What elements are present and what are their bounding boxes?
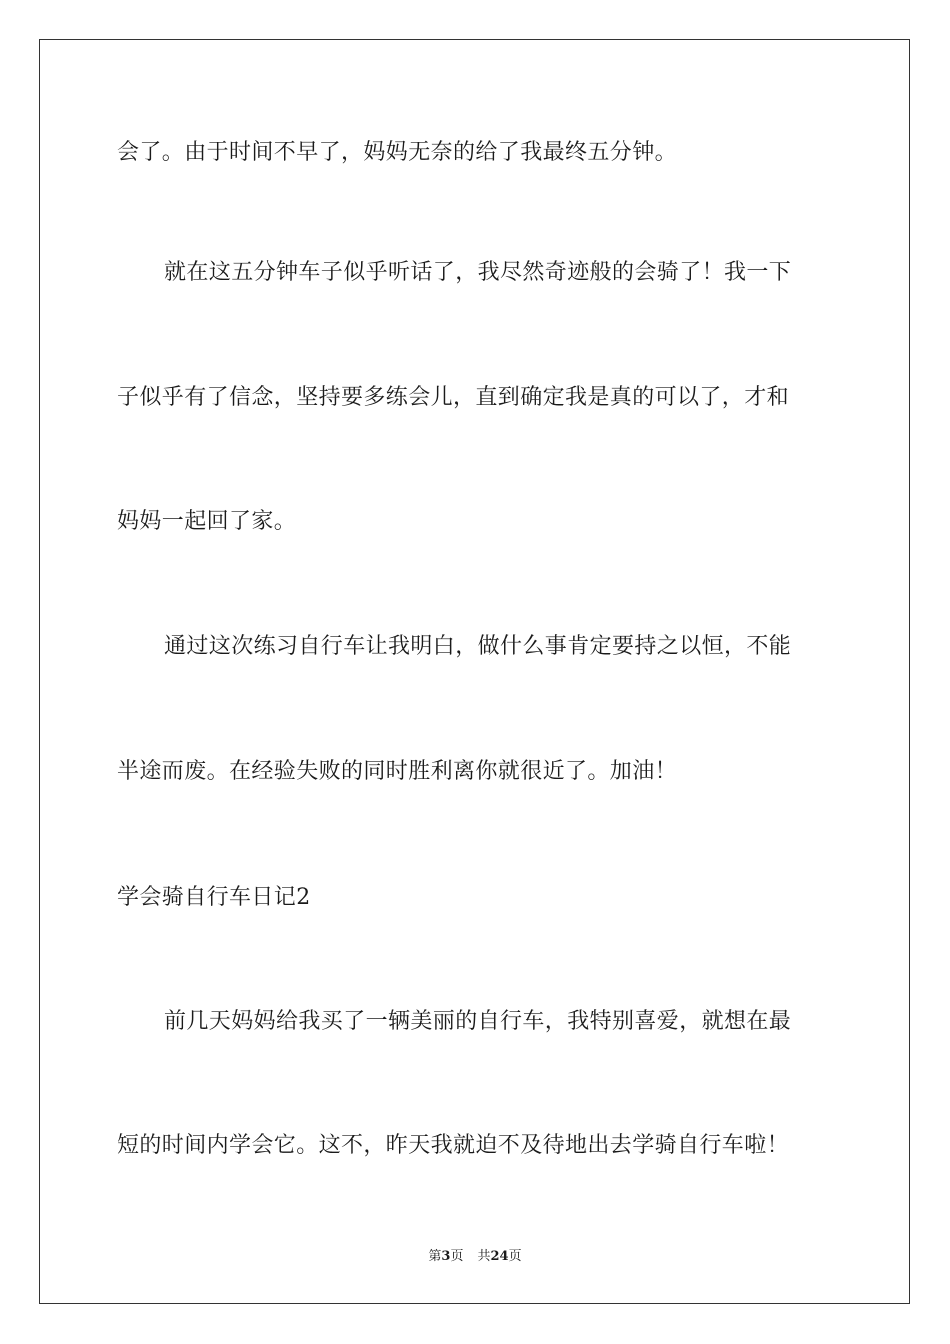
text-line-4: 妈妈一起回了家。 xyxy=(117,509,297,534)
page-suffix: 页 xyxy=(450,1249,464,1264)
text-line-5: 通过这次练习自行车让我明白，做什么事肯定要持之以恒，不能 xyxy=(164,634,792,659)
section-heading: 学会骑自行车日记2 xyxy=(117,885,311,910)
text-line-6: 半途而废。在经验失败的同时胜利离你就很近了。加油！ xyxy=(117,759,678,784)
page-prefix: 第 xyxy=(428,1249,442,1264)
total-suffix: 页 xyxy=(508,1249,522,1264)
text-line-1: 会了。由于时间不早了，妈妈无奈的给了我最终五分钟。 xyxy=(117,140,678,165)
text-line-2: 就在这五分钟车子似乎听话了，我尽然奇迹般的会骑了！我一下 xyxy=(164,260,792,285)
page-number: 3 xyxy=(441,1249,451,1264)
text-line-3: 子似乎有了信念，坚持要多练会儿，直到确定我是真的可以了，才和 xyxy=(117,385,790,410)
text-line-7: 前几天妈妈给我买了一辆美丽的自行车，我特别喜爱，就想在最 xyxy=(164,1009,792,1034)
page-footer xyxy=(0,1248,950,1266)
total-pages: 24 xyxy=(490,1249,509,1264)
text-line-8: 短的时间内学会它。这不，昨天我就迫不及待地出去学骑自行车啦！ xyxy=(117,1133,790,1158)
total-prefix: 共 xyxy=(477,1249,491,1264)
page-frame xyxy=(39,39,910,1304)
